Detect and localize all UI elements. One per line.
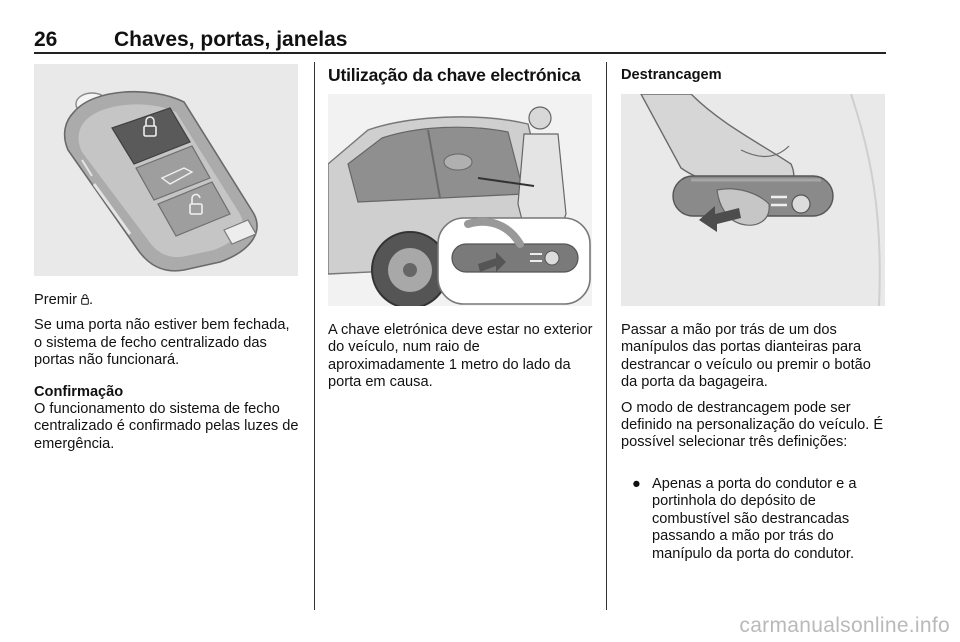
paragraph-key-range: A chave eletrónica deve estar no exterior do veículo, num raio de aproximadamente 1 metro do lado da porta em causa. [328,322,593,391]
premir-instruction [34,292,300,309]
section-heading-unlocking: Destrancagem [621,67,722,83]
key-fob-illustration [34,64,298,276]
bullet-list [630,476,886,563]
premir-text: Premir [34,292,77,308]
page-number: 26 [34,28,58,51]
paragraph-unlock-instruction: Passar a mão por trás de um dos manípulos das portas dianteiras para destrancar o veículo ou premir o botão da porta da bagageira. [621,322,871,391]
header-rule [34,52,886,54]
paragraph-door-not-closed: Se uma porta não estiver bem fechada, o sistema de fecho centralizado das portas não funcionará. [34,317,290,369]
paragraph-confirmation: O funcionamento do sistema de fecho centralizado é confirmado pelas luzes de emergência. [34,401,299,452]
bullet-item-text: Apenas a porta do condutor e a portinhola do depósito de combustível são destrancadas passando a mão por trás do manípulo da porta do condutor. [652,476,857,562]
watermark: carmanualsonline.info [739,614,950,637]
car-door-illustration [328,94,592,306]
premir-period: . [89,292,94,308]
column-divider-right [606,62,607,610]
bullet-item [630,476,886,563]
section-heading-electronic-key: Utilização da chave electrónica [328,65,581,85]
bullet-marker: ● [632,476,641,492]
column-divider-left [314,62,315,610]
lock-icon [81,293,89,304]
door-handle-illustration [621,94,885,306]
paragraph-unlock-mode: O modo de destrancagem pode ser definido na personalização do veículo. É possível selecionar três definições: [621,399,884,451]
subheading-confirmation: Confirmação [34,383,124,400]
chapter-title: Chaves, portas, janelas [114,28,348,51]
